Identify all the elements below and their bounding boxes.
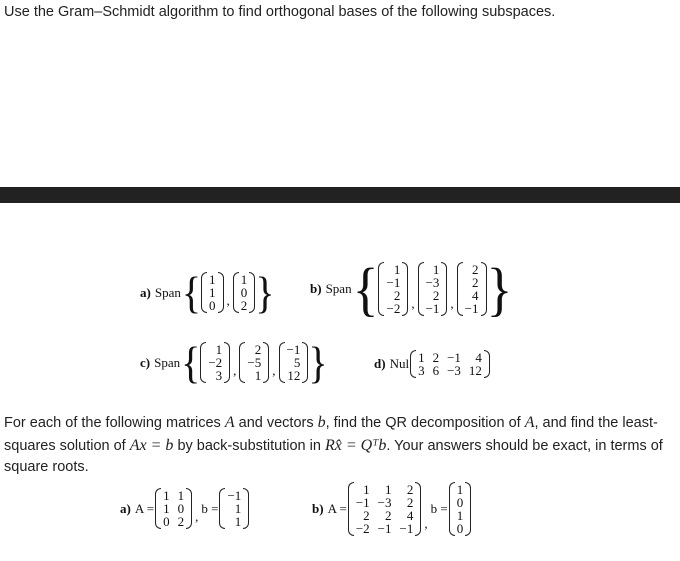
vector-grid [225,488,243,529]
matrix-entry: 2 [432,350,440,365]
matrix-entry: 4 [472,288,479,303]
matrix-entry: 1 [418,350,425,365]
math-equation: Ax = b [129,436,174,454]
matrix-entry: 1 [393,262,401,277]
operator-text: Span [154,354,181,370]
vector [449,482,472,536]
matrix-entry: −3 [425,275,440,290]
matrix-entry: 4 [406,508,414,523]
matrix-entry: 1 [456,482,464,497]
matrix-entry: 1 [163,488,170,503]
matrix-entry: −2 [208,355,223,370]
problem-label: b) [312,501,324,516]
divider-bar [0,187,680,203]
matrix-entry: 1 [385,482,392,497]
matrix-grid [416,350,484,378]
problem-1a: a) Span { 1 1 0 , 1 0 2 } [140,267,275,317]
matrix-entry: −1 [464,301,479,316]
lhs-text: A = [134,500,155,516]
operator-text: Nul [389,356,410,371]
vector-grid [455,482,466,536]
vector [279,342,309,383]
problem-label: c) [140,354,151,370]
matrix-entry: −3 [377,495,392,510]
matrix-entry: 2 [406,495,414,510]
matrix-entry: 1 [209,272,216,287]
matrix-entry: 1 [254,368,262,383]
para-text: , and find the least-squares solution of [4,415,658,454]
vector [457,262,487,316]
matrix-entry: 1 [234,501,242,516]
vector-grid [384,262,402,316]
matrix-entry: −3 [447,363,461,378]
math-b: b [317,414,326,431]
problem-1b: b) Span { 1 −1 2 −2 , 1 −3 2 −1 , 2 2 4 −1 } [310,256,513,322]
matrix-entry: 3 [418,363,425,378]
problem-label: d) [374,356,386,371]
matrix-entry: 1 [456,508,464,523]
para-text: by back-substitution in [173,437,325,454]
vector [201,272,224,313]
vector [200,342,230,383]
matrix-entry: 6 [432,363,440,378]
operator-text: Span [325,281,352,296]
matrix-entry: −1 [355,495,370,510]
matrix-entry: 1 [240,272,248,287]
matrix-entry: −1 [227,488,242,503]
matrix-entry: 0 [456,521,464,536]
para-text: and vectors [234,415,318,431]
math-A: A [524,414,535,431]
matrix-entry: 2 [393,288,401,303]
vector [233,272,256,313]
para-text: . Your answers should be exact, in terms of square roots. [4,437,663,475]
matrix-entry: −2 [355,521,370,536]
matrix-entry: −1 [286,342,301,357]
vector-grid [245,342,263,383]
vector [239,342,269,383]
intro-text: Use the Gram–Schmidt algorithm to find orthogonal bases of the following subspaces. [4,4,556,20]
para-text: , find the QR decomposition of [325,415,525,431]
rhs-text: b = [201,500,219,516]
operator-text: Span [154,284,181,300]
problem-2b: b) A = 1 1 2 −1 −3 2 2 2 4 −2 −1 −1 , b = 1 0 1 0 [312,482,471,536]
matrix-entry: −1 [399,521,414,536]
problem-1c: c) Span { 1 −2 3 , 2 −5 1 , −1 5 12 } [140,337,328,387]
matrix-entry: 1 [215,342,223,357]
matrix-entry: 0 [209,298,216,313]
matrix-entry: −1 [425,301,440,316]
matrix-entry: 0 [240,285,248,300]
problem-label: a) [120,500,131,516]
matrix-entry: 2 [406,482,414,497]
matrix [410,350,490,378]
matrix [348,482,422,536]
matrix-grid [354,482,416,536]
matrix-entry: 12 [468,363,482,378]
vector [418,262,448,316]
matrix-entry: 2 [472,262,479,277]
problem-label: b) [310,281,322,296]
matrix-entry: 12 [287,368,301,383]
matrix-entry: 2 [177,514,185,529]
matrix-entry: −5 [247,355,262,370]
matrix-entry: 0 [163,514,170,529]
vector-grid [285,342,303,383]
math-equation: Rx̂ = Qᵀb [324,436,387,454]
matrix-entry: 2 [432,288,440,303]
math-A: A [224,414,235,431]
matrix-entry: 0 [177,501,185,516]
matrix-entry: 4 [475,350,482,365]
matrix-entry: −2 [386,301,401,316]
vector-grid [424,262,442,316]
matrix-entry: 5 [293,355,301,370]
matrix-grid [161,488,186,529]
matrix-entry: 2 [254,342,262,357]
problem-2a: a) A = 1 1 1 0 0 2 , b = −1 1 1 [120,488,249,529]
instructions-paragraph [4,412,672,479]
matrix-entry: 3 [215,368,223,383]
vector [378,262,408,316]
matrix-entry: 0 [456,495,464,510]
matrix-entry: 2 [363,508,370,523]
matrix-entry: 1 [163,501,170,516]
matrix-entry: 2 [385,508,392,523]
problem-1d [374,350,490,378]
matrix [155,488,192,529]
problem-label: a) [140,284,151,300]
vector-grid [207,272,218,313]
matrix-entry: 1 [177,488,185,503]
matrix-entry: −1 [377,521,392,536]
matrix-entry: 1 [363,482,370,497]
vector [219,488,249,529]
matrix-entry: −1 [447,350,461,365]
matrix-entry: 2 [240,298,248,313]
matrix-entry: 1 [209,285,216,300]
lhs-text: A = [327,501,347,516]
vector-grid [206,342,224,383]
matrix-entry: −1 [386,275,401,290]
matrix-entry: 1 [234,514,242,529]
para-text: For each of the following matrices [4,415,225,431]
vector-grid [239,272,250,313]
rhs-text: b = [430,501,448,516]
matrix-entry: 2 [472,275,479,290]
matrix-entry: 1 [432,262,440,277]
vector-grid [463,262,481,316]
